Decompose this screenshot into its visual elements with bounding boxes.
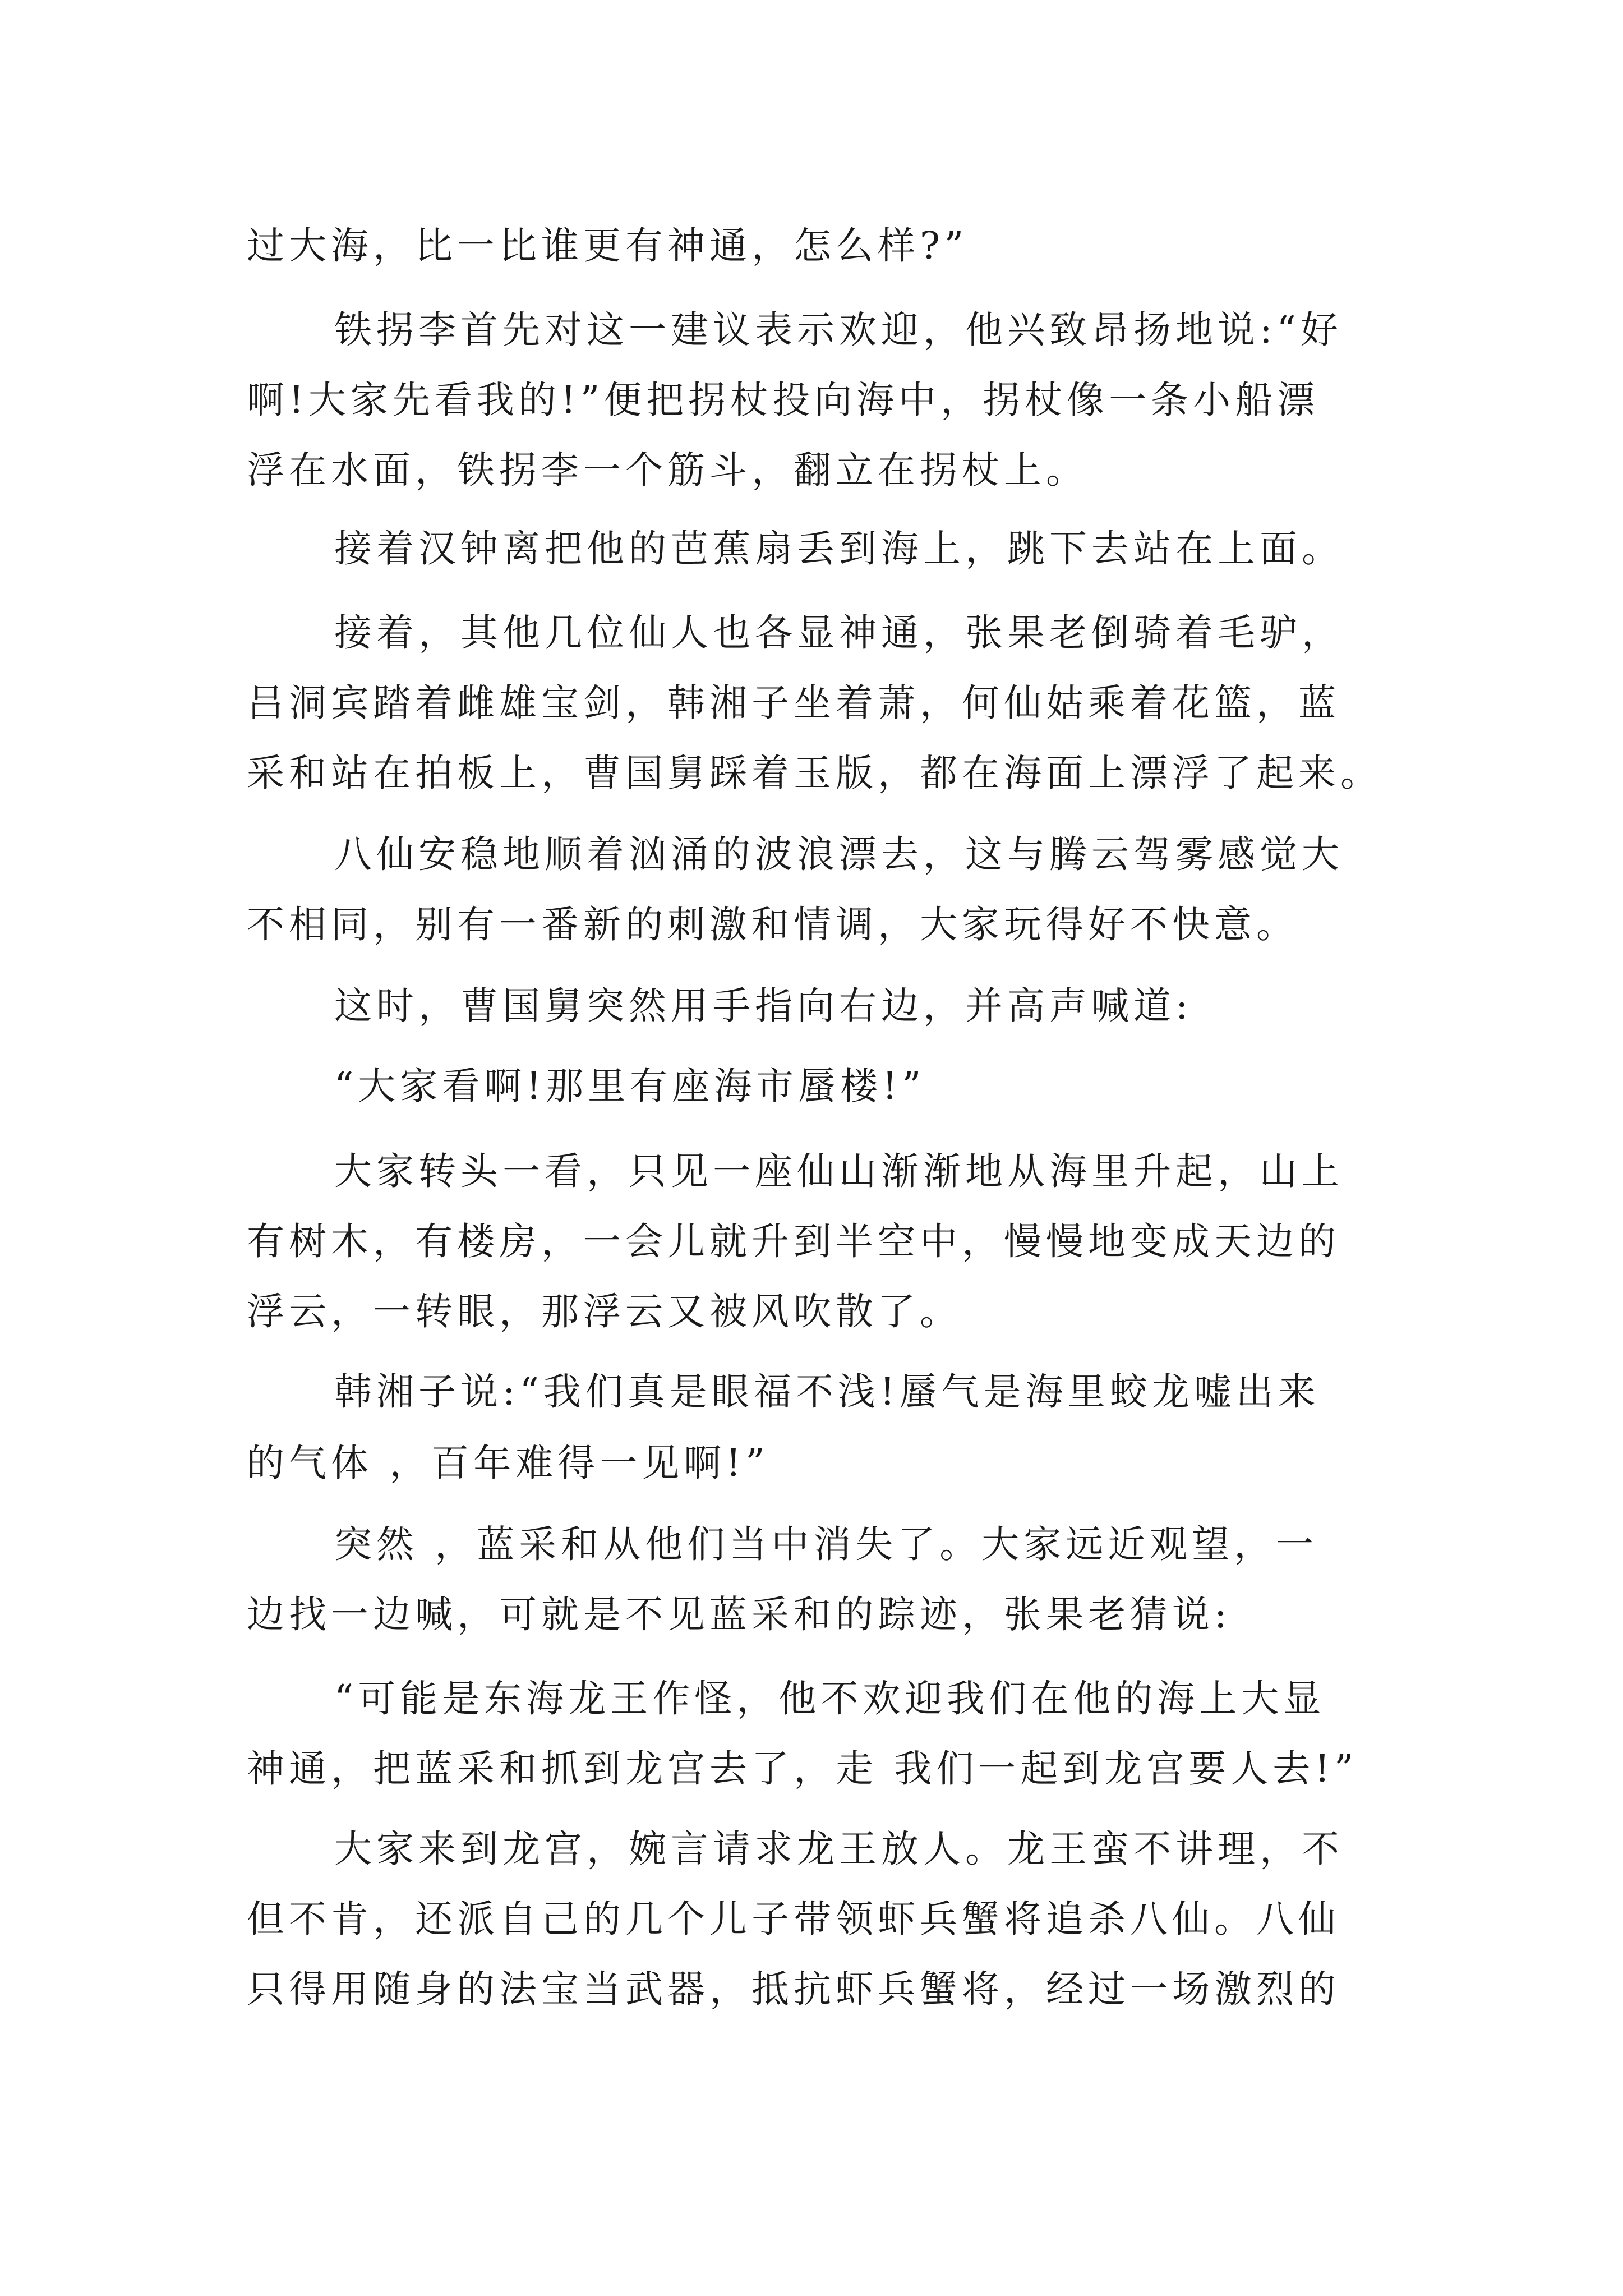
text-line: 只得用随身的法宝当武器，抵抗虾兵蟹将，经过一场激烈的 [247,1967,1340,2011]
text-line: 吕洞宾踏着雌雄宝剑，韩湘子坐着萧，何仙姑乘着花篮，蓝 [247,681,1340,725]
text-line: 突然 ，蓝采和从他们当中消失了。大家远近观望，一 [334,1522,1318,1566]
text-line: 韩湘子说:“我们真是眼福不浅!蜃气是海里蛟龙嘘出来 [334,1370,1320,1414]
text-line: 不相同，别有一番新的刺激和情调，大家玩得好不快意。 [247,903,1298,946]
text-line: 过大海，比一比谁更有神通，怎么样?” [247,224,969,268]
text-line: 边找一边喊，可就是不见蓝采和的踪迹，张果老猜说: [247,1593,1232,1636]
text-line: 有树木，有楼房，一会儿就升到半空中，慢慢地变成天边的 [247,1220,1340,1263]
text-line: 这时，曹国舅突然用手指向右边，并高声喊道: [334,984,1193,1028]
text-line: 浮云，一转眼，那浮云又被风吹散了。 [247,1290,962,1333]
text-line: 铁拐李首先对这一建议表示欢迎，他兴致昂扬地说:“好 [334,308,1343,352]
text-line: 大家转头一看，只见一座仙山渐渐地从海里升起，山上 [334,1149,1344,1193]
text-line: 神通，把蓝采和抓到龙宫去了，走 我们一起到龙宫要人去!” [247,1747,1358,1791]
text-line: 浮在水面，铁拐李一个筋斗，翻立在拐杖上。 [247,448,1088,492]
text-line: 啊!大家先看我的!”便把拐杖投向海中，拐杖像一条小船漂 [247,378,1320,422]
text-line: “大家看啊!那里有座海市蜃楼!” [334,1064,926,1108]
text-line: 接着汉钟离把他的芭蕉扇丢到海上，跳下去站在上面。 [334,527,1344,570]
text-line: 大家来到龙宫，婉言请求龙王放人。龙王蛮不讲理，不 [334,1827,1344,1871]
text-line: 接着，其他几位仙人也各显神通，张果老倒骑着毛驴， [334,611,1344,655]
text-line: 采和站在拍板上，曹国舅踩着玉版，都在海面上漂浮了起来。 [247,751,1382,795]
text-line: 但不肯，还派自己的几个儿子带领虾兵蟹将追杀八仙。八仙 [247,1897,1340,1941]
text-line: 的气体 ，百年难得一见啊!” [247,1441,769,1485]
text-line: 八仙安稳地顺着汹涌的波浪漂去，这与腾云驾雾感觉大 [334,832,1344,876]
text-line: “可能是东海龙王作怪，他不欢迎我们在他的海上大显 [334,1677,1326,1720]
